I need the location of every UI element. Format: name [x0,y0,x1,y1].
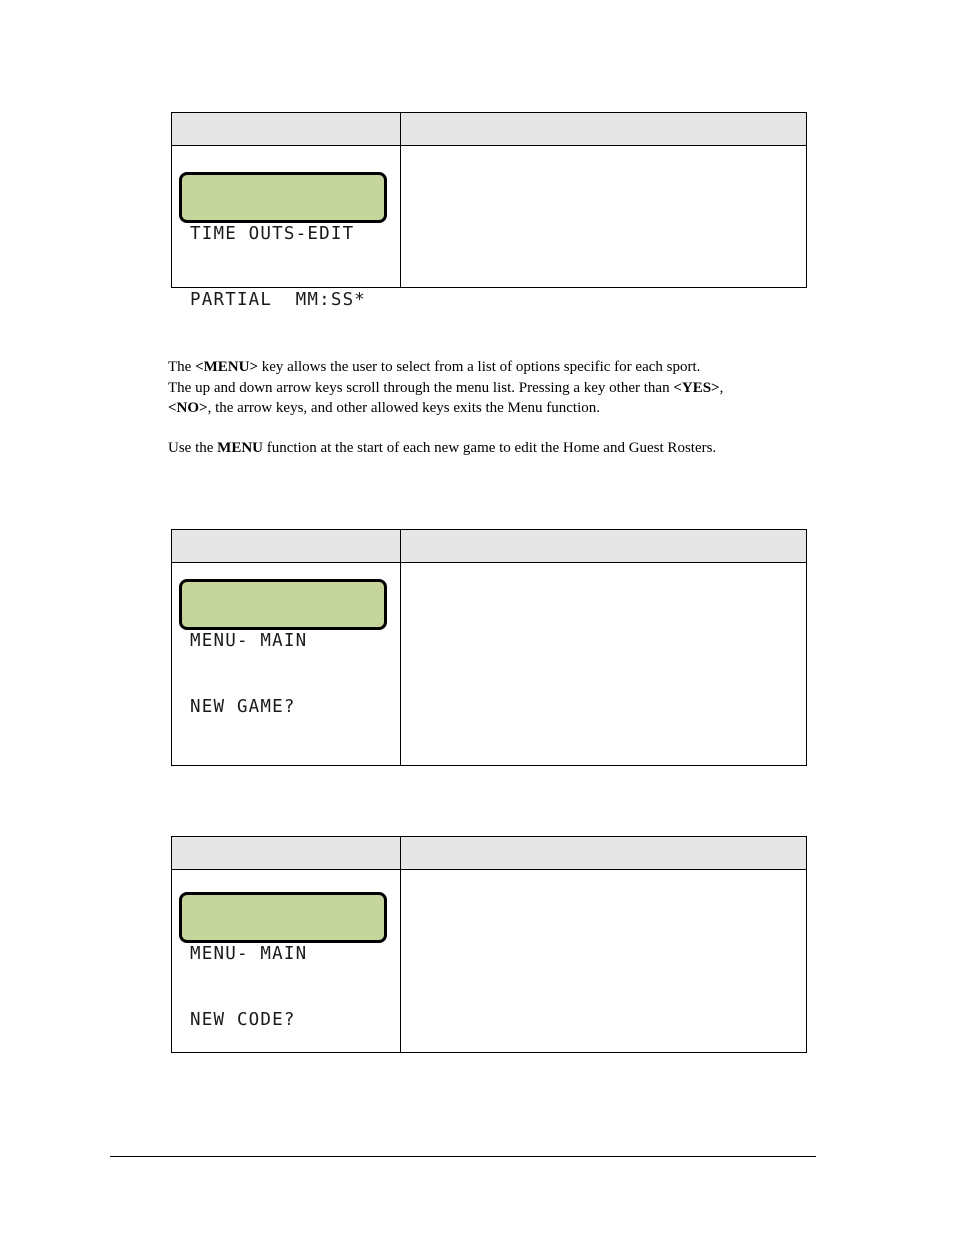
table-header [172,113,806,146]
table-header [172,530,806,563]
lcd-display [179,172,387,310]
lcd-line-2: PARTIAL MM:SS* [190,290,367,310]
menu-new-code-table [171,836,807,1053]
table-header [172,837,806,870]
menu-usage-paragraph: Use the MENU function at the start of each new game to edit the Home and Guest Rosters. [168,440,717,456]
column-divider [400,530,401,765]
menu-function-label: MENU [217,440,263,456]
column-divider [400,837,401,1052]
lcd-line-2: NEW GAME? [190,697,296,717]
intro-line-2: The up and down arrow keys scroll through the menu list. Pressing a key other than <YES>, [168,379,724,396]
time-outs-edit-table [171,112,807,310]
menu-new-game-table [171,529,807,766]
intro-line-3: <NO>, the arrow keys, and other allowed keys exits the Menu function. [168,400,601,416]
no-key-label: <NO> [168,400,208,416]
lcd-line-1: MENU- MAIN [190,944,308,964]
lcd-line-2: NEW CODE? [190,1010,296,1030]
lcd-display [179,892,387,1030]
intro-line-1: The <MENU> key allows the user to select from a list of options specific for each sport. [168,359,701,375]
column-divider [400,113,401,287]
footer-divider [110,1156,816,1157]
lcd-line-1: TIME OUTS-EDIT [190,224,355,244]
lcd-line-1: MENU- MAIN [190,631,308,651]
lcd-display [179,579,387,717]
yes-key-label: <YES> [673,379,720,396]
menu-intro-paragraph [168,357,818,419]
menu-key-label: <MENU> [195,359,259,375]
